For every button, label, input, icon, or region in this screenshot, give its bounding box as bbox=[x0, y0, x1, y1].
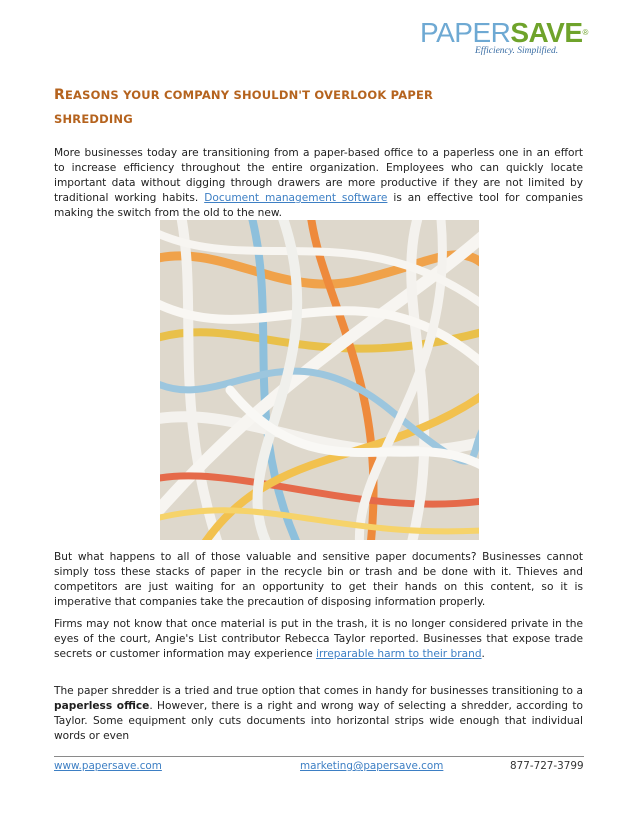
logo-save-text: SAVE bbox=[510, 17, 583, 48]
shredded-paper-photo bbox=[160, 220, 479, 540]
logo-tagline bbox=[475, 46, 558, 56]
footer-website bbox=[54, 760, 162, 772]
logo-trademark: ® bbox=[582, 28, 588, 37]
p4-text-after: . However, there is a right and wrong way of selecting a shredder, according to Taylor. Some equipment only cuts documents into horizontal strips wide enough that individual words or even bbox=[54, 700, 583, 742]
logo-wordmark bbox=[420, 17, 588, 48]
p3-text-before: Firms may not know that once material is put in the trash, it is no longer considered private in the eyes of the court, Angie's List contributor Rebecca Taylor reported. Businesses that expose trade secrets or customer information may experience bbox=[54, 618, 583, 660]
footer-divider bbox=[54, 756, 584, 757]
logo-paper-text: PAPER bbox=[420, 17, 511, 48]
footer-email bbox=[300, 760, 443, 772]
paragraph-2: But what happens to all of those valuable and sensitive paper documents? Businesses cannot simply toss these stacks of paper in the recycle bin or trash and be done with it. Thieves and competitors are just waiting for an opportunity to get their hands on this content, so it is imperative that companies take the precaution of disposing information properly. bbox=[54, 551, 583, 608]
email-link[interactable]: marketing@papersave.com bbox=[300, 760, 444, 772]
document-management-link[interactable]: Document management software bbox=[204, 192, 388, 204]
paragraph-4 bbox=[54, 684, 583, 744]
website-link[interactable]: www.papersave.com bbox=[54, 760, 162, 772]
p1-text-before: More businesses today are transitioning from a paper-based office to a paperless one in an effort to increase efficiency throughout the entire organization. Employees who can quickly locate important data without digging through drawers are more productive if they are not limited by traditional working habits. bbox=[54, 147, 583, 204]
tagline-efficiency: Efficiency. bbox=[475, 46, 515, 56]
article-title bbox=[54, 83, 514, 131]
title-initial-cap: R bbox=[54, 87, 65, 103]
p3-text-after: . bbox=[481, 648, 485, 660]
tagline-simplified: Simplified. bbox=[517, 46, 559, 56]
papersave-logo bbox=[420, 17, 588, 68]
paperless-office-bold: paperless office bbox=[54, 700, 150, 712]
p1-text-after: is an effective tool for companies making the switch from the old to the new. bbox=[54, 192, 584, 219]
irreparable-harm-link[interactable]: irreparable harm to their brand bbox=[316, 648, 482, 660]
title-line-2: SHREDDING bbox=[54, 112, 133, 126]
p4-text-before: The paper shredder is a tried and true option that comes in handy for businesses transitioning to a bbox=[54, 685, 583, 697]
shredded-paper-illustration bbox=[160, 220, 479, 540]
intro-paragraph bbox=[54, 146, 583, 221]
title-line-1: EASONS YOUR COMPANY SHOULDN'T OVERLOOK PAPER bbox=[64, 88, 434, 102]
paragraph-3 bbox=[54, 617, 583, 662]
footer-phone: 877-727-3799 bbox=[510, 760, 584, 772]
